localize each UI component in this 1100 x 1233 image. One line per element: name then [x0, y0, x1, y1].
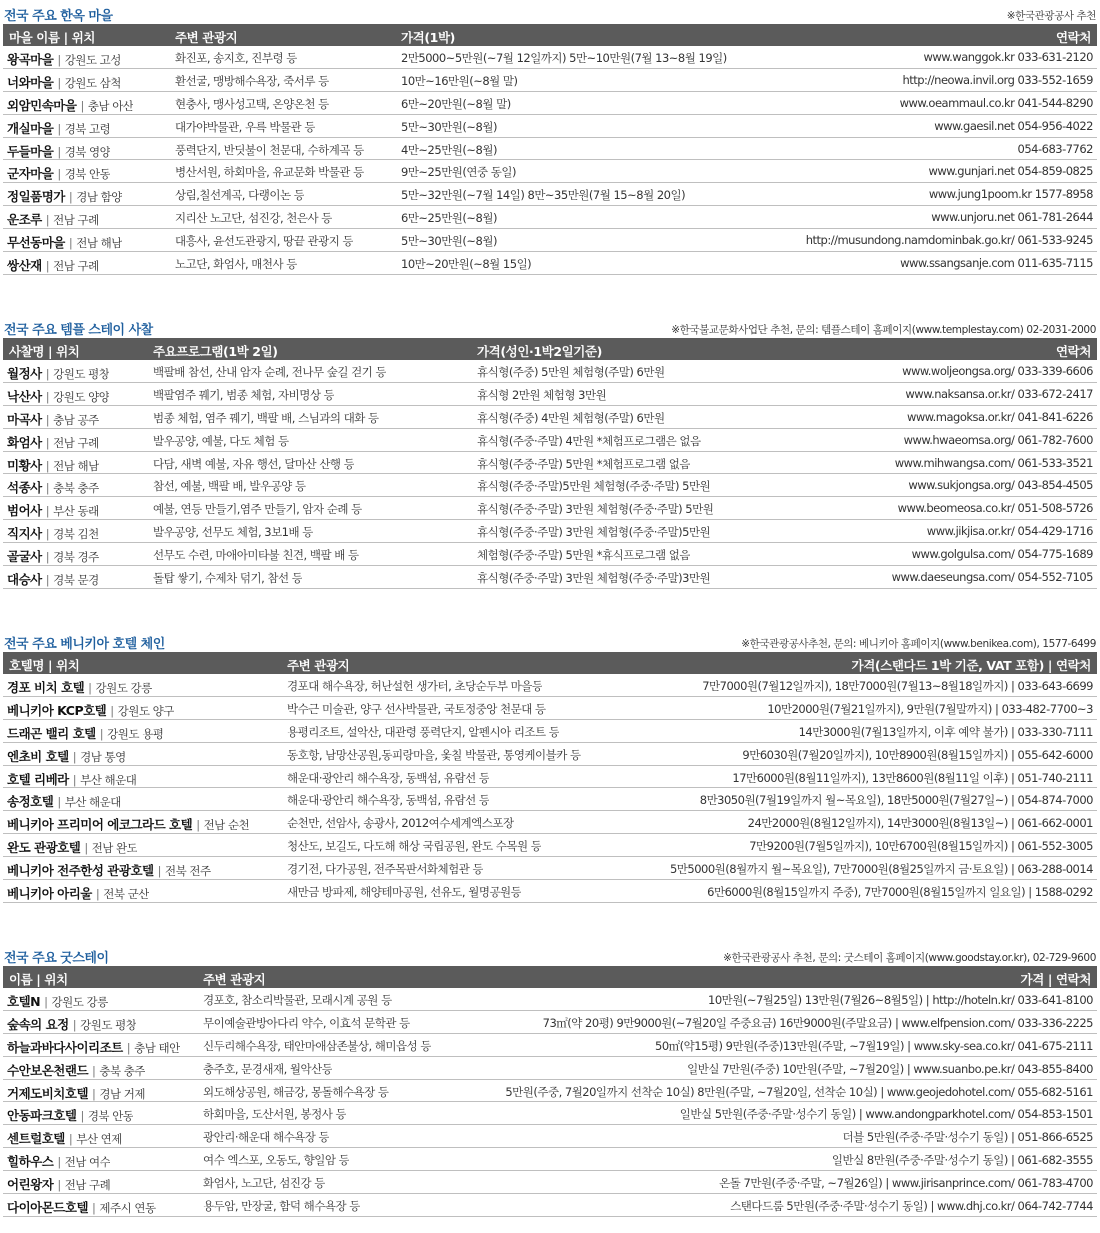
location: 강원도 용평: [107, 726, 164, 741]
name-cell: 숲속의 요정 | 강원도 평창: [7, 1016, 137, 1032]
col-header-sight: 주변 관광지: [175, 30, 238, 45]
hotel-name: 완도 관광호텔: [7, 840, 81, 856]
location: 전남 구례: [64, 1178, 111, 1193]
temple-name: 범어사: [7, 503, 42, 519]
location: 충남 아산: [87, 98, 134, 113]
table-row: [3, 543, 1097, 566]
location: 부산 연제: [76, 1132, 122, 1147]
temple-name: 직지사: [7, 526, 42, 542]
contact-cell: www.oeammaul.co.kr 041-544-8290: [899, 95, 1093, 110]
price-cell: 휴식형(주중·주말) 3만원 체험형(주중·주말) 5만원: [477, 502, 714, 517]
location: 강원도 평창: [80, 1017, 137, 1032]
name-cell: 군자마을 | 경북 안동: [7, 166, 111, 182]
name-cell: 쌍산재 | 전남 구례: [7, 258, 99, 274]
table-row: [3, 252, 1097, 275]
col-header-sight: 주변 관광지: [203, 972, 266, 987]
table-row: [3, 766, 1097, 789]
location: 경북 안동: [87, 1109, 134, 1124]
sight-cell: 외도해상공원, 해금강, 몽돌해수욕장 등: [203, 1084, 389, 1099]
table-body: [3, 988, 1097, 1217]
table-row: [3, 46, 1097, 69]
program-cell: 백팔배 참선, 산내 암자 순례, 전나무 숲길 걷기 등: [153, 365, 387, 379]
program-cell: 참선, 예불, 백팔 배, 발우공양 등: [153, 479, 306, 494]
lodging-name: 힐하우스: [7, 1154, 54, 1170]
col-header-price-contact: 가격(스탠다드 1박 기준, VAT 포함) | 연락처: [851, 658, 1091, 673]
name-cell: 드래곤 밸리 호텔 | 강원도 용평: [7, 725, 164, 741]
col-header-sight: 주변 관광지: [287, 658, 350, 673]
location: 경남 통영: [80, 749, 126, 764]
table-row: [3, 1080, 1097, 1103]
name-cell: 대승사 | 경북 문경: [7, 572, 99, 588]
col-header-name: 이름 | 위치: [9, 972, 68, 987]
lodging-name: 다이아몬드호텔: [7, 1200, 89, 1216]
price-cell: 휴식형(주중·주말) 5만원 *체험프로그램 없음: [477, 456, 691, 471]
price-contact-cell: 일반실 8만원(주중·주말·성수기 동일) | 061-682-3555: [831, 1153, 1093, 1168]
location: 강원도 강릉: [95, 681, 152, 695]
contact-cell: www.beomeosa.co.kr/ 051-508-5726: [897, 501, 1093, 516]
col-header-name: 호텔명 | 위치: [9, 658, 80, 673]
section-header: [0, 2, 1100, 24]
location: 부산 해운대: [80, 772, 137, 787]
price-contact-cell: 5만5000원(8월까지 월~목요일), 7만7000원(8월25일까지 금·토요일) | 063-288-0014: [669, 862, 1093, 877]
price-cell: 휴식형(주중) 5만원 체험형(주말) 6만원: [477, 365, 665, 379]
table-row: [3, 743, 1097, 766]
program-cell: 선무도 수련, 마애아미타불 친견, 백팔 배 등: [153, 548, 359, 563]
section-title: 전국 주요 템플 스테이 사찰: [4, 323, 153, 338]
contact-cell: www.ssangsanje.com 011-635-7115: [900, 256, 1093, 271]
name-cell: 호텔 리베라 | 부산 해운대: [7, 771, 137, 787]
price-cell: 휴식형(주중·주말) 3만원 체험형(주중·주말)5만원: [477, 525, 711, 540]
name-cell: 화엄사 | 전남 구례: [7, 434, 99, 450]
sight-cell: 풍력단지, 반딧불이 천문대, 수하계곡 등: [175, 142, 364, 157]
name-cell: 거제도비치호텔 | 경남 거제: [7, 1085, 145, 1101]
price-contact-cell: 14만3000원(7월13일까지, 이후 예약 불가) | 033-330-7111: [798, 724, 1093, 739]
contact-cell: www.magoksa.or.kr/ 041-841-6226: [906, 409, 1093, 424]
col-header-contact: 연락처: [1055, 30, 1091, 45]
contact-cell: www.mihwangsa.com/ 061-533-3521: [894, 455, 1093, 470]
section-hanok: [0, 2, 1100, 275]
col-header-name: 사찰명 | 위치: [9, 344, 80, 359]
village-name: 군자마을: [7, 166, 54, 182]
table-row: [3, 406, 1097, 429]
price-contact-cell: 스탠다드룸 5만원(주중·주말·성수기 동일) | www.dhj.co.kr/ 064-742-7744: [730, 1199, 1093, 1214]
village-name: 정일품명가: [7, 189, 65, 205]
contact-cell: www.naksansa.or.kr/ 033-672-2417: [905, 386, 1093, 401]
location: 경남 함양: [76, 190, 122, 205]
location: 전북 전주: [164, 864, 211, 879]
price-cell: 5만~32만원(~7월 14일) 8만~35만원(7월 15~8월 20일): [401, 188, 686, 203]
name-cell: 엔초비 호텔 | 경남 통영: [7, 748, 126, 764]
lodging-name: 거제도비치호텔: [7, 1085, 89, 1101]
price-cell: 휴식형(주중·주말) 4만원 *체험프로그램은 없음: [477, 433, 701, 448]
sight-cell: 경포대 해수욕장, 허난설헌 생가터, 초당순두부 마을등: [287, 679, 543, 693]
sight-cell: 순천만, 선암사, 송광사, 2012여수세계엑스포장: [287, 816, 514, 831]
name-cell: 범어사 | 부산 동래: [7, 503, 99, 519]
table-row: [3, 697, 1097, 720]
table-body: [3, 674, 1097, 903]
name-cell: 미황사 | 전남 해남: [7, 457, 99, 473]
village-name: 쌍산재: [7, 258, 42, 274]
table-row: [3, 452, 1097, 475]
village-name: 개실마을: [7, 120, 54, 136]
table-row: [3, 857, 1097, 880]
location: 전남 순천: [203, 818, 250, 833]
table-row: [3, 788, 1097, 811]
lodging-name: 호텔N: [7, 994, 41, 1009]
table-row: [3, 674, 1097, 697]
sight-cell: 지리산 노고단, 섬진강, 천은사 등: [175, 211, 332, 226]
name-cell: 호텔N | 강원도 강릉: [7, 994, 108, 1009]
sight-cell: 경기전, 다가공원, 전주목판서화체험관 등: [287, 862, 484, 877]
location: 전남 해남: [76, 236, 122, 251]
table-row: [3, 834, 1097, 857]
name-cell: 석종사 | 충북 충주: [7, 480, 99, 496]
sight-cell: 무이예술관방아다리 약수, 이효석 문학관 등: [203, 1015, 410, 1030]
table-row: [3, 811, 1097, 834]
table-header: [3, 652, 1097, 674]
col-header-price: 가격(성인·1박2일기준): [477, 344, 602, 359]
contact-cell: www.wanggok.kr 033-631-2120: [923, 50, 1093, 64]
sight-cell: 용평리조트, 설악산, 대관령 풍력단지, 알펜시아 리조트 등: [287, 724, 560, 739]
table-row: [3, 720, 1097, 743]
hotel-name: 베니키아 전주한성 관광호텔: [7, 863, 154, 879]
lodging-name: 안동파크호텔: [7, 1108, 77, 1124]
table-row: [3, 229, 1097, 252]
location: 경북 고령: [64, 121, 111, 136]
temple-name: 석종사: [7, 480, 42, 496]
col-header-contact: 연락처: [1055, 344, 1091, 359]
sight-cell: 청산도, 보길도, 다도해 해상 국립공원, 완도 수목원 등: [287, 839, 542, 854]
price-cell: 9만~25만원(연중 동일): [401, 165, 516, 180]
sight-cell: 새만금 방파제, 해양테마공원, 선유도, 월명공원등: [287, 885, 522, 900]
location: 충북 충주: [99, 1063, 145, 1078]
price-contact-cell: 10만원(~7월25일) 13만원(7월26~8월5일) | http://hoteln.kr/ 033-641-8100: [708, 993, 1093, 1007]
location: 충북 충주: [53, 481, 99, 496]
sight-cell: 화진포, 송지호, 진부령 등: [175, 51, 297, 65]
location: 경북 안동: [64, 167, 111, 182]
program-cell: 범종 체험, 염주 꿰기, 백팔 배, 스님과의 대화 등: [153, 410, 379, 425]
table-row: [3, 69, 1097, 92]
hotel-name: 베니키아 KCP호텔: [7, 702, 107, 718]
price-contact-cell: 10만2000원(7월21일까지), 9만원(7월말까지) | 033-482-7700~3: [767, 701, 1093, 716]
price-contact-cell: 더블 5만원(주중·주말·성수기 동일) | 051-866-6525: [842, 1130, 1093, 1145]
name-cell: 베니키아 KCP호텔 | 강원도 양구: [7, 702, 174, 718]
table-row: [3, 1125, 1097, 1148]
temple-name: 골굴사: [7, 549, 42, 565]
program-cell: 발우공양, 예불, 다도 체험 등: [153, 433, 289, 448]
location: 경남 거제: [99, 1086, 145, 1101]
location: 강원도 삼척: [64, 75, 121, 90]
contact-cell: www.jung1poom.kr 1577-8958: [928, 187, 1093, 202]
name-cell: 센트럴호텔 | 부산 연제: [7, 1131, 122, 1147]
contact-cell: 054-683-7762: [1017, 141, 1093, 156]
table-row: [3, 138, 1097, 161]
section-note: ※한국관광공사 추천: [1006, 10, 1096, 22]
hotel-name: 엔초비 호텔: [7, 748, 69, 764]
col-header-price: 가격(1박): [401, 30, 455, 45]
price-cell: 5만~30만원(~8월): [401, 234, 497, 249]
price-cell: 6만~20만원(~8월 말): [401, 96, 511, 111]
section-benikea: [0, 630, 1100, 903]
price-cell: 6만~25만원(~8월): [401, 211, 497, 226]
sight-cell: 해운대·광안리 해수욕장, 동백섬, 유람선 등: [287, 770, 490, 785]
table-row: [3, 1034, 1097, 1057]
hotel-name: 드래곤 밸리 호텔: [7, 725, 96, 741]
village-name: 너와마을: [7, 74, 54, 90]
table-row: [3, 360, 1097, 383]
sight-cell: 현충사, 맹사성고택, 온양온천 등: [175, 96, 329, 111]
col-header-price-contact: 가격 | 연락처: [1020, 972, 1091, 987]
col-header-name: 마을 이름 | 위치: [9, 30, 96, 45]
price-contact-cell: 6만6000원(8월15일까지 주중), 7만7000원(8월15일까지 일요일) | 1588-0292: [707, 885, 1093, 900]
price-cell: 10만~20만원(~8월 15일): [401, 257, 532, 272]
price-cell: 4만~25만원(~8월): [401, 142, 497, 157]
location: 전남 구례: [53, 259, 99, 274]
location: 경북 영양: [64, 144, 111, 159]
name-cell: 안동파크호텔 | 경북 안동: [7, 1108, 134, 1124]
table-row: [3, 183, 1097, 206]
village-name: 무선동마을: [7, 235, 65, 251]
section-header: [0, 630, 1100, 652]
temple-name: 미황사: [7, 457, 42, 473]
table-row: [3, 429, 1097, 452]
table-row: [3, 1011, 1097, 1034]
hotel-name: 송정호텔: [7, 794, 54, 810]
price-cell: 5만~30만원(~8월): [401, 119, 497, 134]
name-cell: 경포 비치 호텔 | 강원도 강릉: [7, 680, 152, 695]
price-cell: 휴식형 2만원 체험형 3만원: [477, 387, 607, 402]
sight-cell: 신두리해수욕장, 태안마애삼존불상, 해미읍성 등: [203, 1038, 431, 1053]
hotel-name: 베니키아 프리미어 에코그라드 호텔: [7, 817, 193, 833]
hotel-name: 경포 비치 호텔: [7, 680, 85, 695]
name-cell: 개실마을 | 경북 고령: [7, 120, 111, 136]
contact-cell: http://musundong.namdominbak.go.kr/ 061-533-9245: [805, 233, 1093, 248]
location: 부산 해운대: [64, 795, 121, 810]
sight-cell: 경포호, 참소리박물관, 모래시계 공원 등: [203, 993, 392, 1007]
price-contact-cell: 73㎡(약 20평) 9만9000원(~7월20일 주중요금) 16만9000원(주말요금) | www.elfpension.com/ 033-336-2225: [542, 1015, 1093, 1030]
table-body: [3, 360, 1097, 589]
price-cell: 2만5000~5만원(~7월 12일까지) 5만~10만원(7월 13~8월 19일): [401, 51, 727, 65]
price-cell: 체험형(주중·주말) 5만원 *휴식프로그램 없음: [477, 548, 691, 563]
hotel-name: 호텔 리베라: [7, 771, 69, 787]
name-cell: 운조루 | 전남 구례: [7, 212, 99, 228]
lodging-name: 센트럴호텔: [7, 1131, 65, 1147]
sight-cell: 동호항, 남망산공원,동피랑마을, 옻칠 박물관, 통영케이블카 등: [287, 747, 581, 762]
program-cell: 예불, 연등 만들기,염주 만들기, 암자 순례 등: [153, 502, 362, 517]
sight-cell: 대흥사, 윤선도관광지, 땅끝 관광지 등: [175, 234, 354, 249]
table-row: [3, 566, 1097, 589]
program-cell: 백팔염주 꿰기, 범종 체험, 자비명상 등: [153, 387, 335, 402]
sight-cell: 노고단, 화엄사, 매천사 등: [175, 257, 297, 272]
table-row: [3, 1057, 1097, 1080]
name-cell: 하늘과바다사이리조트 | 충남 태안: [7, 1039, 180, 1055]
sight-cell: 해운대·광안리 해수욕장, 동백섬, 유람선 등: [287, 793, 490, 808]
table-row: [3, 1102, 1097, 1125]
name-cell: 두들마을 | 경북 영양: [7, 143, 111, 159]
section-note: ※한국불교문화사업단 추천, 문의: 템플스테이 홈페이지(www.templestay.com) 02-2031-2000: [671, 324, 1096, 336]
location: 전남 해남: [53, 458, 99, 473]
contact-cell: www.unjoru.net 061-781-2644: [931, 210, 1093, 225]
section-title: 전국 주요 굿스테이: [4, 951, 109, 966]
table-row: [3, 880, 1097, 903]
contact-cell: www.hwaeomsa.org/ 061-782-7600: [903, 432, 1093, 447]
name-cell: 베니키아 아리울 | 전북 군산: [7, 886, 149, 902]
price-cell: 휴식형(주중·주말)5만원 체험형(주중·주말) 5만원: [477, 479, 711, 494]
table-row: [3, 160, 1097, 183]
section-goodstay: [0, 944, 1100, 1217]
program-cell: 다담, 새벽 예불, 자유 행선, 달마산 산행 등: [153, 456, 355, 471]
village-name: 왕곡마을: [7, 52, 54, 67]
table-row: [3, 1171, 1097, 1194]
table-header: [3, 24, 1097, 46]
section-temple: [0, 316, 1100, 589]
name-cell: 직지사 | 경북 김천: [7, 526, 99, 542]
lodging-name: 하늘과바다사이리조트: [7, 1039, 123, 1055]
price-contact-cell: 7만9200원(7월5일까지), 10만6700원(8월15일까지) | 061-552-3005: [749, 839, 1093, 854]
name-cell: 다이아몬드호텔 | 제주시 연동: [7, 1200, 156, 1216]
temple-name: 대승사: [7, 572, 42, 588]
name-cell: 월정사 | 강원도 평창: [7, 366, 110, 381]
section-title: 전국 주요 한옥 마을: [4, 9, 113, 24]
name-cell: 낙산사 | 강원도 양양: [7, 388, 110, 404]
location: 전남 여수: [64, 1155, 111, 1170]
temple-name: 월정사: [7, 366, 42, 381]
location: 경북 문경: [53, 573, 99, 588]
name-cell: 어린왕자 | 전남 구례: [7, 1177, 111, 1193]
sight-cell: 하회마을, 도산서원, 봉정사 등: [203, 1107, 347, 1122]
name-cell: 외암민속마을 | 충남 아산: [7, 97, 134, 113]
sight-cell: 화엄사, 노고단, 섬진강 등: [203, 1176, 325, 1191]
name-cell: 완도 관광호텔 | 전남 완도: [7, 840, 138, 856]
price-contact-cell: 24만2000원(8월12일까지), 14만3000원(8월13일~) | 061-662-0001: [747, 816, 1093, 831]
name-cell: 수안보온천랜드 | 충북 충주: [7, 1062, 145, 1078]
table-row: [3, 1194, 1097, 1217]
location: 부산 동래: [53, 504, 99, 519]
name-cell: 골굴사 | 경북 경주: [7, 549, 99, 565]
price-cell: 10만~16만원(~8월 말): [401, 73, 518, 88]
table-body: [3, 46, 1097, 275]
name-cell: 베니키아 프리미어 에코그라드 호텔 | 전남 순천: [7, 817, 250, 833]
sight-cell: 여수 엑스포, 오동도, 향일암 등: [203, 1153, 350, 1168]
location: 전남 완도: [91, 841, 138, 856]
name-cell: 정일품명가 | 경남 함양: [7, 189, 122, 205]
sight-cell: 광안리·해운대 해수욕장 등: [203, 1130, 330, 1145]
lodging-name: 수안보온천랜드: [7, 1062, 89, 1078]
location: 강원도 양양: [53, 389, 110, 404]
price-contact-cell: 일반실 5만원(주중·주말·성수기 동일) | www.andongparkhotel.com/ 054-853-1501: [679, 1107, 1093, 1122]
location: 전북 군산: [103, 887, 149, 902]
table-row: [3, 115, 1097, 138]
location: 강원도 양구: [117, 703, 174, 718]
location: 강원도 강릉: [51, 995, 108, 1009]
sight-cell: 병산서원, 하회마을, 유교문화 박물관 등: [175, 165, 364, 180]
temple-name: 화엄사: [7, 434, 42, 450]
location: 강원도 평창: [53, 367, 110, 381]
temple-name: 마곡사: [7, 411, 42, 427]
contact-cell: www.gunjari.net 054-859-0825: [928, 164, 1093, 179]
table-header: [3, 338, 1097, 360]
contact-cell: www.woljeongsa.org/ 033-339-6606: [902, 364, 1093, 378]
table-row: [3, 92, 1097, 115]
location: 강원도 고성: [64, 53, 121, 67]
name-cell: 송정호텔 | 부산 해운대: [7, 794, 121, 810]
price-contact-cell: 9만6030원(7월20일까지), 10만8900원(8월15일까지) | 055-642-6000: [742, 747, 1093, 762]
lodging-name: 숲속의 요정: [7, 1016, 69, 1032]
price-cell: 휴식형(주중) 4만원 체험형(주말) 6만원: [477, 410, 665, 425]
program-cell: 돌탑 쌓기, 수제차 덖기, 참선 등: [153, 571, 303, 586]
price-contact-cell: 일반실 7만원(주중) 10만원(주말, ~7월20일) | www.suanbo.pe.kr/ 043-855-8400: [687, 1061, 1093, 1076]
village-name: 외암민속마을: [7, 97, 77, 113]
table-header: [3, 966, 1097, 988]
table-row: [3, 383, 1097, 406]
price-contact-cell: 온돌 7만원(주중·주말, ~7월26일) | www.jirisanprince.com/ 061-783-4700: [719, 1176, 1093, 1191]
program-cell: 발우공양, 선무도 체험, 3보1배 등: [153, 525, 313, 540]
contact-cell: www.sukjongsa.org/ 043-854-4505: [908, 478, 1093, 493]
section-note: ※한국관광공사 추천, 문의: 굿스테이 홈페이지(www.goodstay.or.kr), 02-729-9600: [723, 952, 1096, 964]
section-note: ※한국관광공사추천, 문의: 베니키아 홈페이지(www.benikea.com), 1577-6499: [741, 638, 1096, 650]
price-contact-cell: 8만3050원(7월19일까지 월~목요일), 18만5000원(7월27일~) | 054-874-7000: [699, 793, 1093, 808]
price-contact-cell: 7만7000원(7월12일까지), 18만7000원(7월13~8월18일까지) | 033-643-6699: [702, 679, 1093, 693]
contact-cell: http://neowa.invil.org 033-552-1659: [902, 72, 1093, 87]
lodging-name: 어린왕자: [7, 1177, 54, 1193]
contact-cell: www.daeseungsa.com/ 054-552-7105: [891, 570, 1093, 585]
location: 충남 태안: [134, 1040, 180, 1055]
price-contact-cell: 5만원(주중, 7월20일까지 선착순 10실) 8만원(주말, ~7월20일, 선착순 10실) | www.geojedohotel.com/ 055-682-5161: [505, 1084, 1093, 1099]
location: 경북 경주: [53, 550, 99, 565]
table-row: [3, 497, 1097, 520]
village-name: 운조루: [7, 212, 42, 228]
location: 전남 구례: [53, 435, 99, 450]
name-cell: 힐하우스 | 전남 여수: [7, 1154, 111, 1170]
name-cell: 무선동마을 | 전남 해남: [7, 235, 122, 251]
price-cell: 휴식형(주중·주말) 3만원 체험형(주중·주말)3만원: [477, 571, 711, 586]
location: 전남 구례: [53, 213, 99, 228]
location: 경북 김천: [53, 527, 99, 542]
name-cell: 왕곡마을 | 강원도 고성: [7, 52, 121, 67]
table-row: [3, 520, 1097, 543]
section-header: [0, 316, 1100, 338]
name-cell: 베니키아 전주한성 관광호텔 | 전북 전주: [7, 863, 211, 879]
table-row: [3, 1148, 1097, 1171]
col-header-program: 주요프로그램(1박 2일): [153, 344, 278, 359]
sight-cell: 환선굴, 맹방해수욕장, 죽서루 등: [175, 73, 329, 88]
location: 제주시 연동: [99, 1201, 156, 1216]
name-cell: 마곡사 | 충남 공주: [7, 411, 99, 427]
price-contact-cell: 17만6000원(8월11일까지), 13만8600원(8월11일 이후) | 051-740-2111: [732, 770, 1093, 785]
sight-cell: 용두암, 만장굴, 함덕 해수욕장 등: [203, 1199, 360, 1214]
village-name: 두들마을: [7, 143, 54, 159]
sight-cell: 대가야박물관, 우륵 박물관 등: [175, 119, 315, 134]
contact-cell: www.gaesil.net 054-956-4022: [934, 118, 1093, 133]
temple-name: 낙산사: [7, 388, 42, 404]
location: 충남 공주: [53, 412, 99, 427]
table-row: [3, 988, 1097, 1011]
table-row: [3, 474, 1097, 497]
price-contact-cell: 50㎡(약15평) 9만원(주중)13만원(주말, ~7월19일) | www.sky-sea.co.kr/ 041-675-2111: [655, 1038, 1093, 1053]
table-row: [3, 206, 1097, 229]
sight-cell: 박수근 미술관, 양구 선사박물관, 국토정중앙 천문대 등: [287, 701, 546, 716]
contact-cell: www.golgulsa.com/ 054-775-1689: [911, 547, 1093, 562]
sight-cell: 충주호, 문경새재, 월악산등: [203, 1061, 333, 1076]
sight-cell: 상림,칠선계곡, 다랭이논 등: [175, 188, 305, 203]
name-cell: 너와마을 | 강원도 삼척: [7, 74, 121, 90]
hotel-name: 베니키아 아리울: [7, 886, 92, 902]
contact-cell: www.jikjisa.or.kr/ 054-429-1716: [926, 524, 1093, 539]
section-header: [0, 944, 1100, 966]
section-title: 전국 주요 베니키아 호텔 체인: [4, 637, 165, 652]
